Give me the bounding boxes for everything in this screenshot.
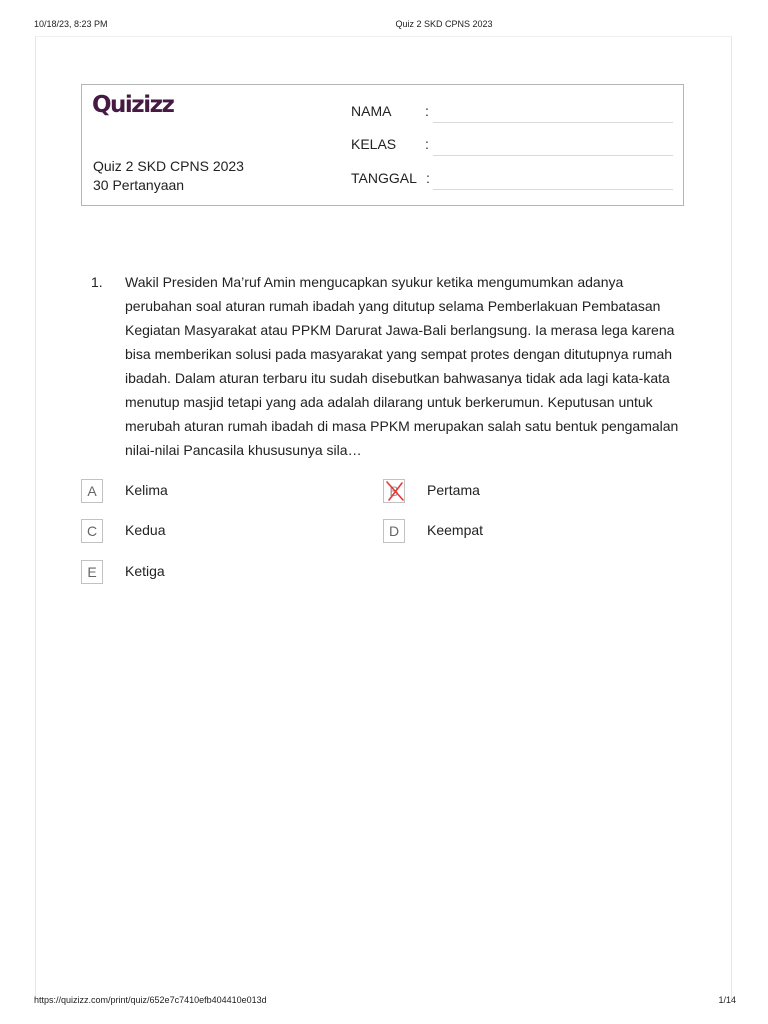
option-text: Pertama xyxy=(427,482,480,498)
option-letter-box: B xyxy=(383,479,405,503)
page-number: 1/14 xyxy=(718,995,736,1005)
option-letter-box: A xyxy=(81,479,103,503)
quiz-name: Quiz 2 SKD CPNS 2023 xyxy=(93,158,244,174)
name-label: NAMA xyxy=(351,103,392,119)
question-number: 1. xyxy=(91,274,103,290)
quiz-title-block xyxy=(93,157,244,195)
name-line xyxy=(433,122,673,123)
option-text: Kedua xyxy=(125,522,166,538)
option-text: Ketiga xyxy=(125,563,165,579)
class-line xyxy=(433,155,673,156)
class-colon: : xyxy=(425,136,429,152)
name-colon: : xyxy=(425,103,429,119)
option-text: Keempat xyxy=(427,522,484,538)
quizizz-logo: Quizizz xyxy=(92,92,174,118)
date-line xyxy=(433,189,673,190)
option-text: Kelima xyxy=(125,482,168,498)
option-letter-box: D xyxy=(383,519,405,543)
print-datetime: 10/18/23, 8:23 PM xyxy=(34,19,108,29)
print-url: https://quizizz.com/print/quiz/652e7c7410efb404410e013d xyxy=(34,995,267,1005)
class-label: KELAS xyxy=(351,136,397,152)
date-label: TANGGAL xyxy=(351,170,417,186)
question-text: Wakil Presiden Ma’ruf Amin mengucapkan syukur ketika mengumumkan adanya perubahan soal aturan rumah ibadah yang ditutup selama Pemberlakuan Pembatasan Kegiatan Masyarakat atau PPKM Darurat Jawa-Bali berlangsung. Ia merasa lega karena bisa memberikan solusi pada masyarakat yang sempat protes dengan ditutupnya rumah ibadah. Dalam aturan terbaru itu sudah disebutkan bahwasanya tidak ada lagi kata-kata menutup masjid tetapi yang ada adalah dilarang untuk berkerumun. Keputusan untuk merubah aturan rumah ibadah di masa PPKM merupakan salah satu bentuk pengamalan nilai-nilai Pancasila khususunya sila… xyxy=(125,274,679,458)
option-letter-box: E xyxy=(81,560,103,584)
wrong-mark-icon xyxy=(385,480,405,502)
date-colon: : xyxy=(426,170,430,186)
quiz-info-box xyxy=(81,84,684,206)
question-count: 30 Pertanyaan xyxy=(93,177,185,193)
print-title: Quiz 2 SKD CPNS 2023 xyxy=(395,19,493,29)
option-letter-box: C xyxy=(81,519,103,543)
